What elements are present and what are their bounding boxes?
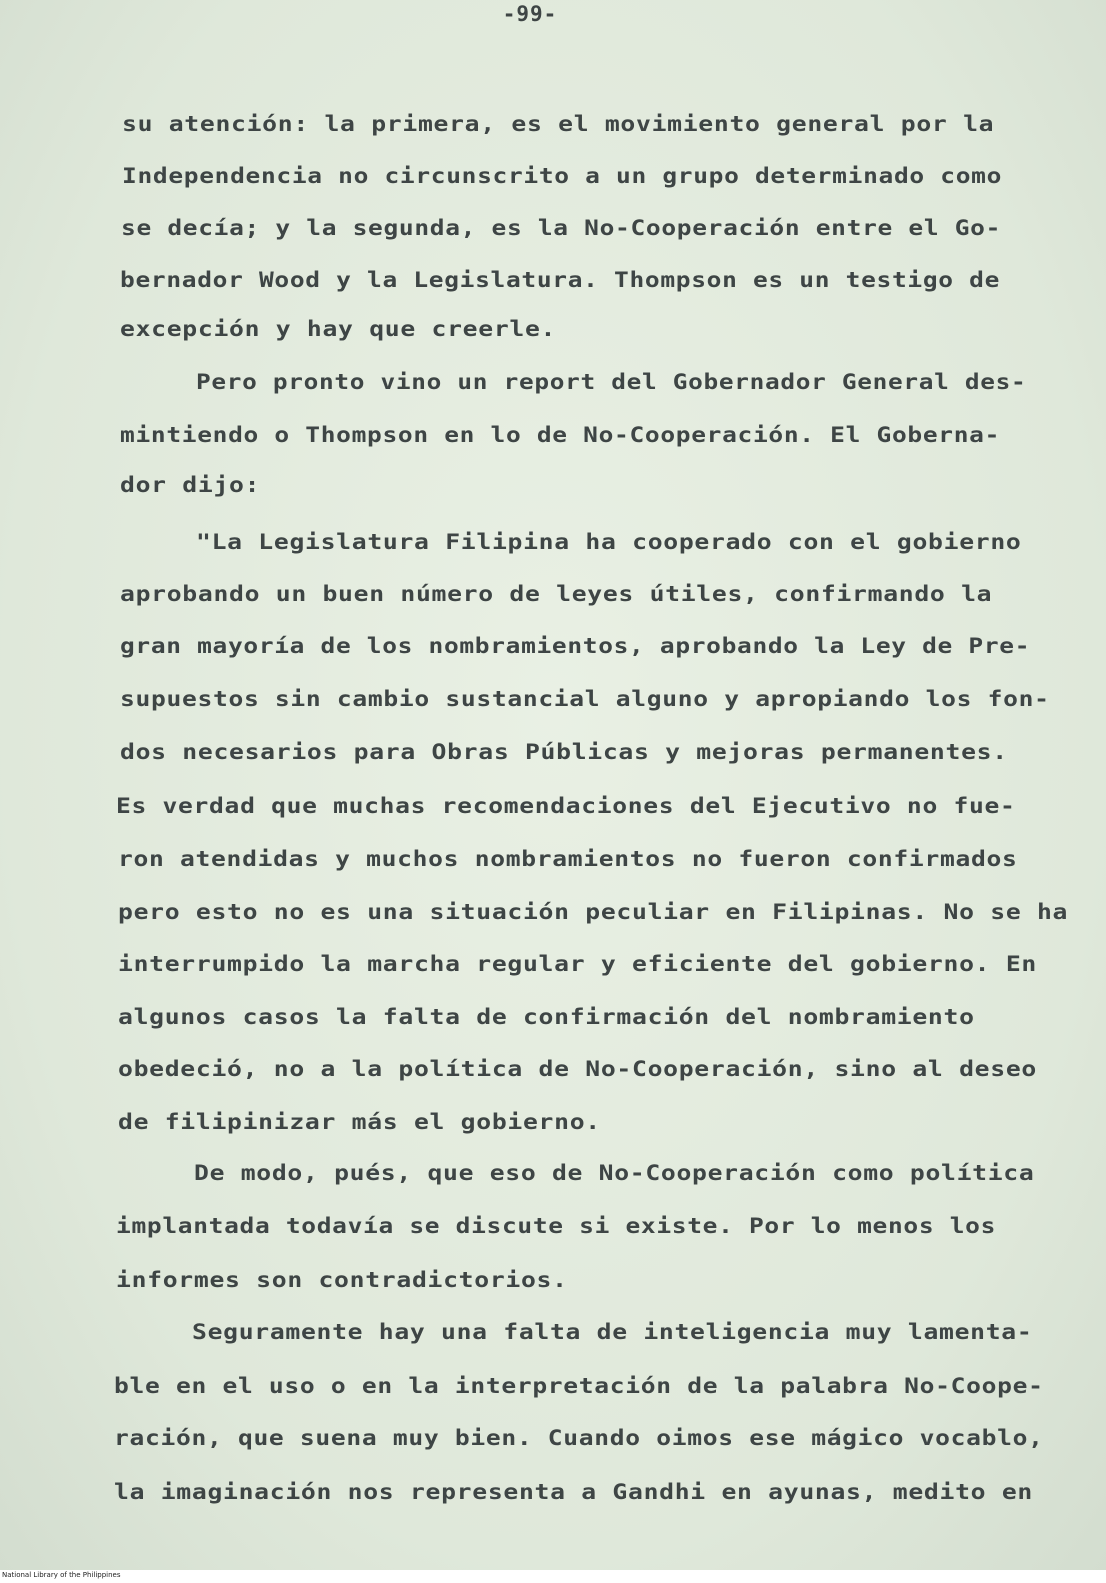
text-line: obedeció, no a la política de No-Cooperación, sino al deseo [118, 1057, 1037, 1082]
text-line: interrumpido la marcha regular y eficiente del gobierno. En [118, 952, 1037, 977]
text-line: Seguramente hay una falta de inteligencia muy lamenta- [192, 1320, 1033, 1345]
text-line: se decía; y la segunda, es la No-Cooperación entre el Go- [121, 216, 1002, 241]
text-line: aprobando un buen número de leyes útiles, confirmando la [120, 582, 993, 607]
text-line: algunos casos la falta de confirmación del nombramiento [118, 1005, 975, 1030]
text-line: Pero pronto vino un report del Gobernador General des- [196, 370, 1027, 395]
page-number: -99- [502, 2, 558, 26]
text-line: la imaginación nos representa a Gandhi en ayunas, medito en [114, 1480, 1033, 1505]
text-line: implantada todavía se discute si existe. Por lo menos los [116, 1214, 997, 1239]
text-line: dos necesarios para Obras Públicas y mejoras permanentes. [120, 740, 1008, 765]
text-line: supuestos sin cambio sustancial alguno y apropiando los fon- [120, 687, 1050, 712]
footer-bar [0, 1570, 1106, 1583]
text-line: ble en el uso o en la interpretación de la palabra No-Coope- [114, 1374, 1044, 1399]
text-line: su atención: la primera, es el movimiento general por la [122, 112, 995, 137]
text-line: excepción y hay que creerle. [120, 317, 557, 342]
text-line: informes son contradictorios. [116, 1268, 568, 1293]
text-line: bernador Wood y la Legislatura. Thompson es un testigo de [120, 268, 1001, 293]
text-line: De modo, pués, que eso de No-Cooperación como política [194, 1161, 1035, 1186]
text-line: mintiendo o Thompson en lo de No-Cooperación. El Goberna- [120, 423, 1001, 448]
text-line: ron atendidas y muchos nombramientos no fueron confirmados [118, 847, 1018, 872]
text-line: Es verdad que muchas recomendaciones del Ejecutivo no fue- [116, 794, 1016, 819]
text-line: de filipinizar más el gobierno. [118, 1110, 601, 1135]
text-line: pero esto no es una situación peculiar en Filipinas. No se ha [118, 900, 1069, 925]
text-line: dor dijo: [120, 473, 261, 498]
text-line: "La Legislatura Filipina ha cooperado con el gobierno [196, 530, 1022, 555]
footer-credit: National Library of the Philippines [2, 1571, 121, 1579]
text-line: ración, que suena muy bien. Cuando oimos ese mágico vocablo, [114, 1426, 1044, 1451]
text-line: Independencia no circunscrito a un grupo determinado como [122, 164, 1003, 189]
text-line: gran mayoría de los nombramientos, aprobando la Ley de Pre- [120, 634, 1031, 659]
